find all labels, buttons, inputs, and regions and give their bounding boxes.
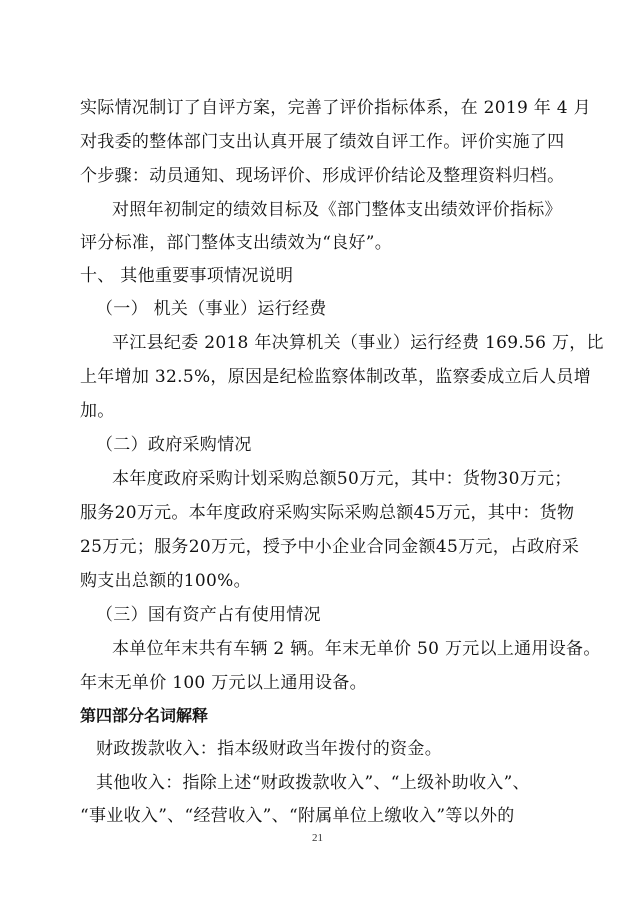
text-line-8: 平江县纪委 2018 年决算机关（事业）运行经费 169.56 万，比 xyxy=(112,333,604,353)
text-line-9: 上年增加 32.5%，原因是纪检监察体制改革，监察委成立后人员增 xyxy=(80,367,592,387)
text-line-20: 财政拨款收入：指本级财政当年拨付的资金。 xyxy=(96,739,442,759)
text-line-3: 个步骤：动员通知、现场评价、形成评价结论及整理资料归档。 xyxy=(80,166,565,186)
text-line-14: 25万元；服务20万元，授予中小企业合同金额45万元，占政府采 xyxy=(80,537,580,557)
subheading-1: （一） 机关（事业）运行经费 xyxy=(96,299,327,319)
text-line-21: 其他收入：指除上述“财政拨款收入”、“上级补助收入”、 xyxy=(96,773,530,793)
text-line-13: 服务20万元。本年度政府采购实际采购总额45万元，其中：货物 xyxy=(80,503,575,523)
page-number: 21 xyxy=(312,832,323,844)
text-line-22: “事业收入”、“经营收入”、“附属单位上缴收入”等以外的 xyxy=(80,806,515,826)
text-line-10: 加。 xyxy=(80,401,115,421)
text-line-5: 评分标准，部门整体支出绩效为“良好”。 xyxy=(80,233,393,253)
text-line-17: 本单位年末共有车辆 2 辆。年末无单价 50 万元以上通用设备。 xyxy=(112,639,601,659)
subheading-3: （三）国有资产占有使用情况 xyxy=(96,605,321,625)
text-line-1: 实际情况制订了自评方案，完善了评价指标体系，在 2019 年 4 月 xyxy=(80,98,591,118)
text-line-4: 对照年初制定的绩效目标及《部门整体支出绩效评价指标》 xyxy=(112,200,562,220)
text-line-15: 购支出总额的100%。 xyxy=(80,571,251,591)
part-heading: 第四部分名词解释 xyxy=(80,706,209,725)
text-line-2: 对我委的整体部门支出认真开展了绩效自评工作。评价实施了四 xyxy=(80,132,565,152)
subheading-2: （二）政府采购情况 xyxy=(96,435,252,455)
text-line-12: 本年度政府采购计划采购总额50万元，其中：货物30万元； xyxy=(112,469,572,489)
section-heading-10: 十、 其他重要事项情况说明 xyxy=(80,266,294,286)
text-line-18: 年末无单价 100 万元以上通用设备。 xyxy=(80,673,367,693)
